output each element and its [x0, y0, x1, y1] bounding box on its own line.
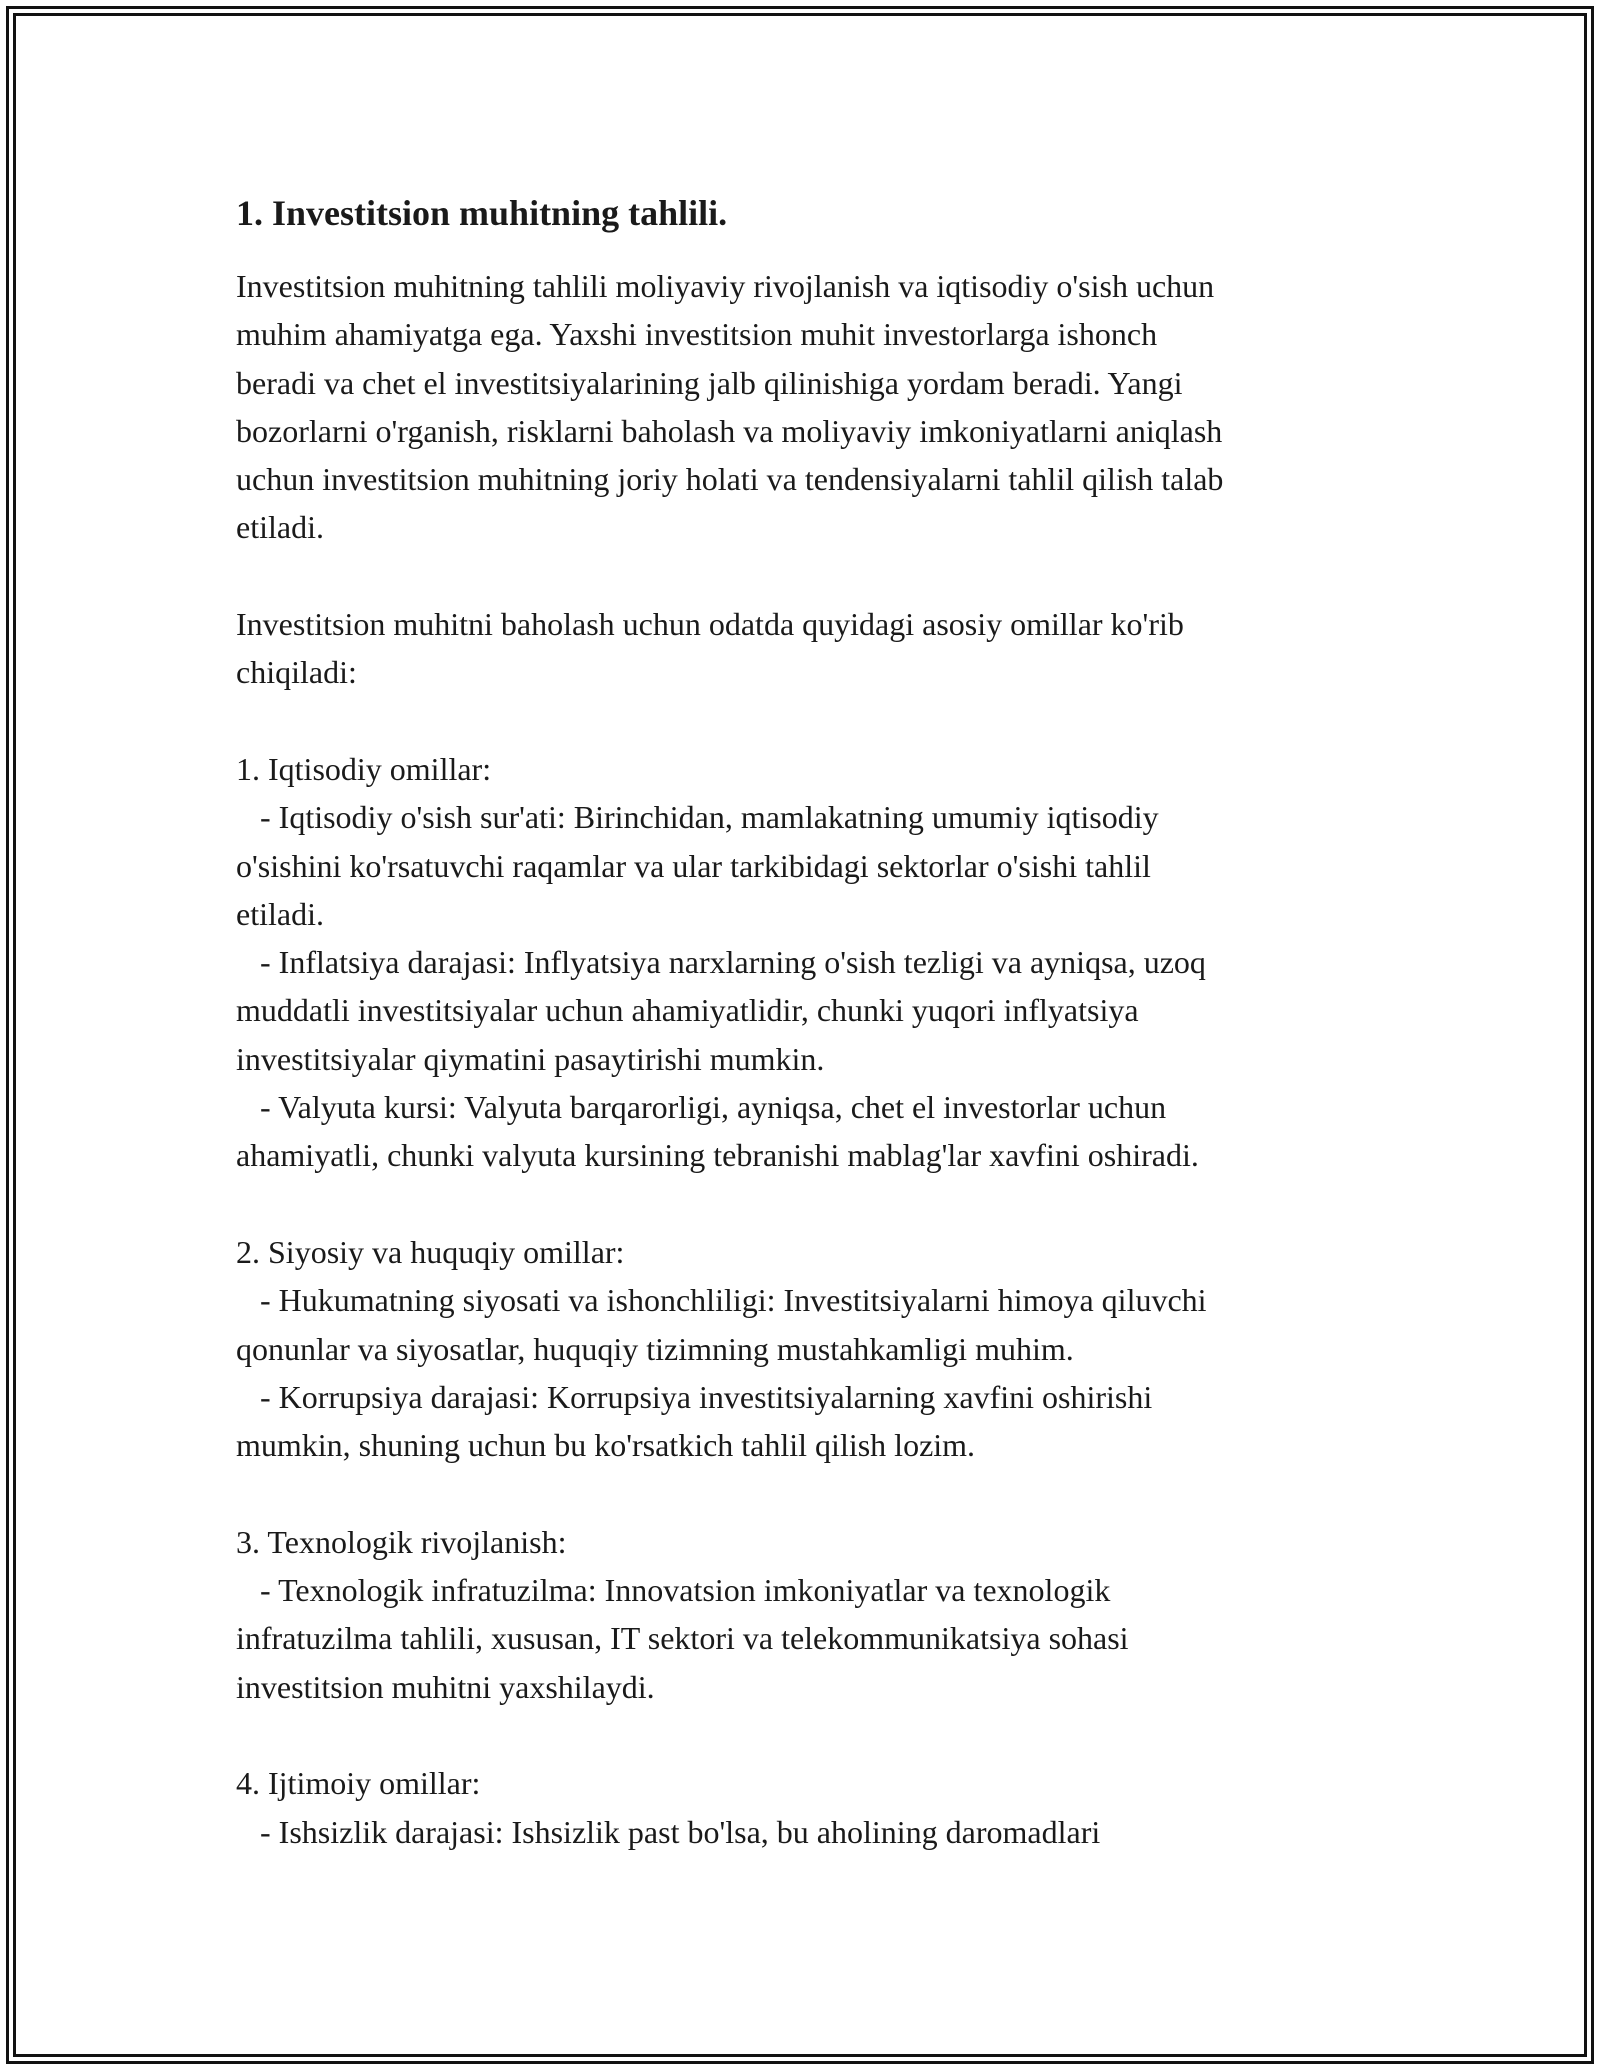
document-body: Investitsion muhitning tahlili moliyaviy rivojlanish va iqtisodiy o'sish uchun muhim ahamiyatga ega. Yaxshi investitsion muhit investorlarga ishonch beradi va chet el investitsiyalarining jalb qilinishiga yordam beradi. Yangi bozorlarni o'rganish, risklarni baholash va moliyaviy imkoniyatlarni aniqlash uchun investitsion muhitning joriy holati va tendensiyalarni tahlil qilish talab etiladi. Investitsion muhitni baholash uchun odatda quyidagi asosiy omillar ko'rib chiqiladi: 1. Iqtisodiy omillar: - Iqtisodiy o'sish sur'ati: Birinchidan, mamlakatning umumiy iqtisodiy o'sishini ko'rsatuvchi raqamlar va ular tarkibidagi sektorlar o'sishi tahlil etiladi. - Inflatsiya darajasi: Inflyatsiya narxlarning o'sish tezligi va ayniqsa, uzoq muddatli investitsiyalar uchun ahamiyatlidir, chunki yuqori inflyatsiya investitsiyalar qiymatini pasaytirishi mumkin. - Valyuta kursi: Valyuta barqarorligi, ayniqsa, chet el investorlar uchun ahamiyatli, chunki valyuta kursining tebranishi mablag'lar xavfini oshiradi. 2. Siyosiy va huquqiy omillar: - Hukumatning siyosati va ishonchliligi: Investitsiyalarni himoya qiluvchi qonunlar va siyosatlar, huquqiy tizimning mustahkamligi muhim. - Korrupsiya darajasi: Korrupsiya investitsiyalarning xavfini oshirishi mumkin, shuning uchun bu ko'rsatkich tahlil qilish lozim. 3. Texnologik rivojlanish: - Texnologik infratuzilma: Innovatsion imkoniyatlar va texnologik infratuzilma tahlili, xususan, IT sektori va telekommunikatsiya sohasi investitsion muhitni yaxshilaydi. 4. Ijtimoiy omillar: - Ishsizlik darajasi: Ishsizlik past bo'lsa, bu aholining daromadlari: [236, 268, 1224, 1850]
document-title: 1. Investitsion muhitning tahlili.: [236, 193, 728, 233]
document-content: [236, 188, 1386, 1856]
